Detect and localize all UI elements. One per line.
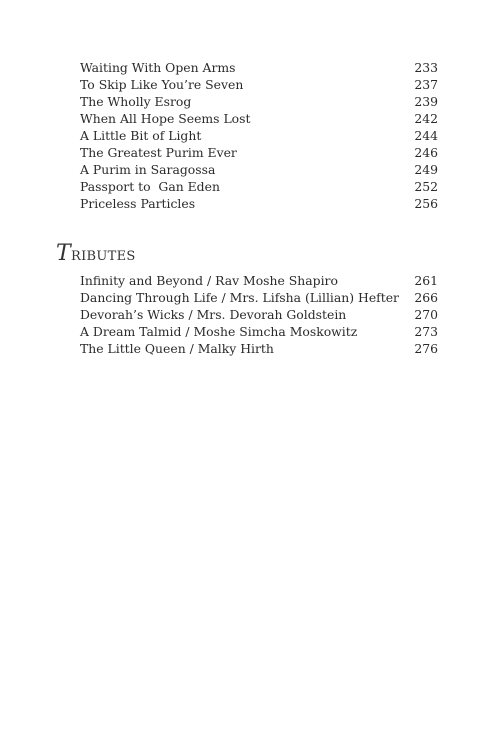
section-heading-tributes bbox=[56, 241, 136, 266]
toc-entry-title: To Skip Like You’re Seven bbox=[80, 77, 244, 92]
toc-entry[interactable] bbox=[80, 272, 438, 289]
toc-entry-title: The Wholly Esrog bbox=[80, 94, 192, 109]
toc-entry[interactable] bbox=[80, 127, 438, 144]
toc-entry[interactable] bbox=[80, 110, 438, 127]
toc-entry[interactable] bbox=[80, 323, 438, 340]
toc-entry-title: A Little Bit of Light bbox=[80, 128, 202, 143]
toc-entry[interactable] bbox=[80, 289, 438, 306]
toc-entry-title: A Purim in Saragossa bbox=[80, 162, 216, 177]
toc-entry[interactable] bbox=[80, 178, 438, 195]
toc-entry[interactable] bbox=[80, 144, 438, 161]
toc-entry-page: 233 bbox=[414, 60, 438, 75]
toc-entry-page: 244 bbox=[414, 128, 438, 143]
toc-entry-title: Devorah’s Wicks / Mrs. Devorah Goldstein bbox=[80, 307, 347, 322]
toc-list-tributes bbox=[80, 272, 438, 357]
toc-entry-title: Waiting With Open Arms bbox=[80, 60, 236, 75]
toc-entry[interactable] bbox=[80, 93, 438, 110]
toc-entry-page: 256 bbox=[414, 196, 438, 211]
toc-entry-title: A Dream Talmid / Moshe Simcha Moskowitz bbox=[80, 324, 358, 339]
toc-entry-title: Infinity and Beyond / Rav Moshe Shapiro bbox=[80, 273, 338, 288]
toc-entry-title: The Greatest Purim Ever bbox=[80, 145, 237, 160]
toc-entry-page: 276 bbox=[414, 341, 438, 356]
toc-entry-page: 246 bbox=[414, 145, 438, 160]
toc-entry[interactable] bbox=[80, 161, 438, 178]
toc-entry[interactable] bbox=[80, 306, 438, 323]
toc-entry[interactable] bbox=[80, 195, 438, 212]
toc-entry[interactable] bbox=[80, 59, 438, 76]
toc-entry-title: Dancing Through Life / Mrs. Lifsha (Lillian) Hefter bbox=[80, 290, 399, 305]
toc-entry-page: 237 bbox=[414, 77, 438, 92]
toc-entry-page: 249 bbox=[414, 162, 438, 177]
toc-entry-title: Passport to Gan Eden bbox=[80, 179, 220, 194]
toc-entry-title: Priceless Particles bbox=[80, 196, 196, 211]
toc-entry-page: 270 bbox=[414, 307, 438, 322]
toc-entry-title: When All Hope Seems Lost bbox=[80, 111, 251, 126]
toc-entry[interactable] bbox=[80, 76, 438, 93]
toc-entry-page: 261 bbox=[414, 273, 438, 288]
section-heading-rest: ributes bbox=[70, 244, 136, 265]
toc-entry-page: 273 bbox=[414, 324, 438, 339]
section-heading-initial: T bbox=[56, 241, 71, 266]
toc-entry-page: 242 bbox=[414, 111, 438, 126]
toc-entry-page: 266 bbox=[414, 290, 438, 305]
toc-entry-page: 252 bbox=[414, 179, 438, 194]
toc-entry[interactable] bbox=[80, 340, 438, 357]
toc-entry-page: 239 bbox=[414, 94, 438, 109]
toc-list-stories bbox=[80, 59, 438, 212]
toc-entry-title: The Little Queen / Malky Hirth bbox=[80, 341, 274, 356]
